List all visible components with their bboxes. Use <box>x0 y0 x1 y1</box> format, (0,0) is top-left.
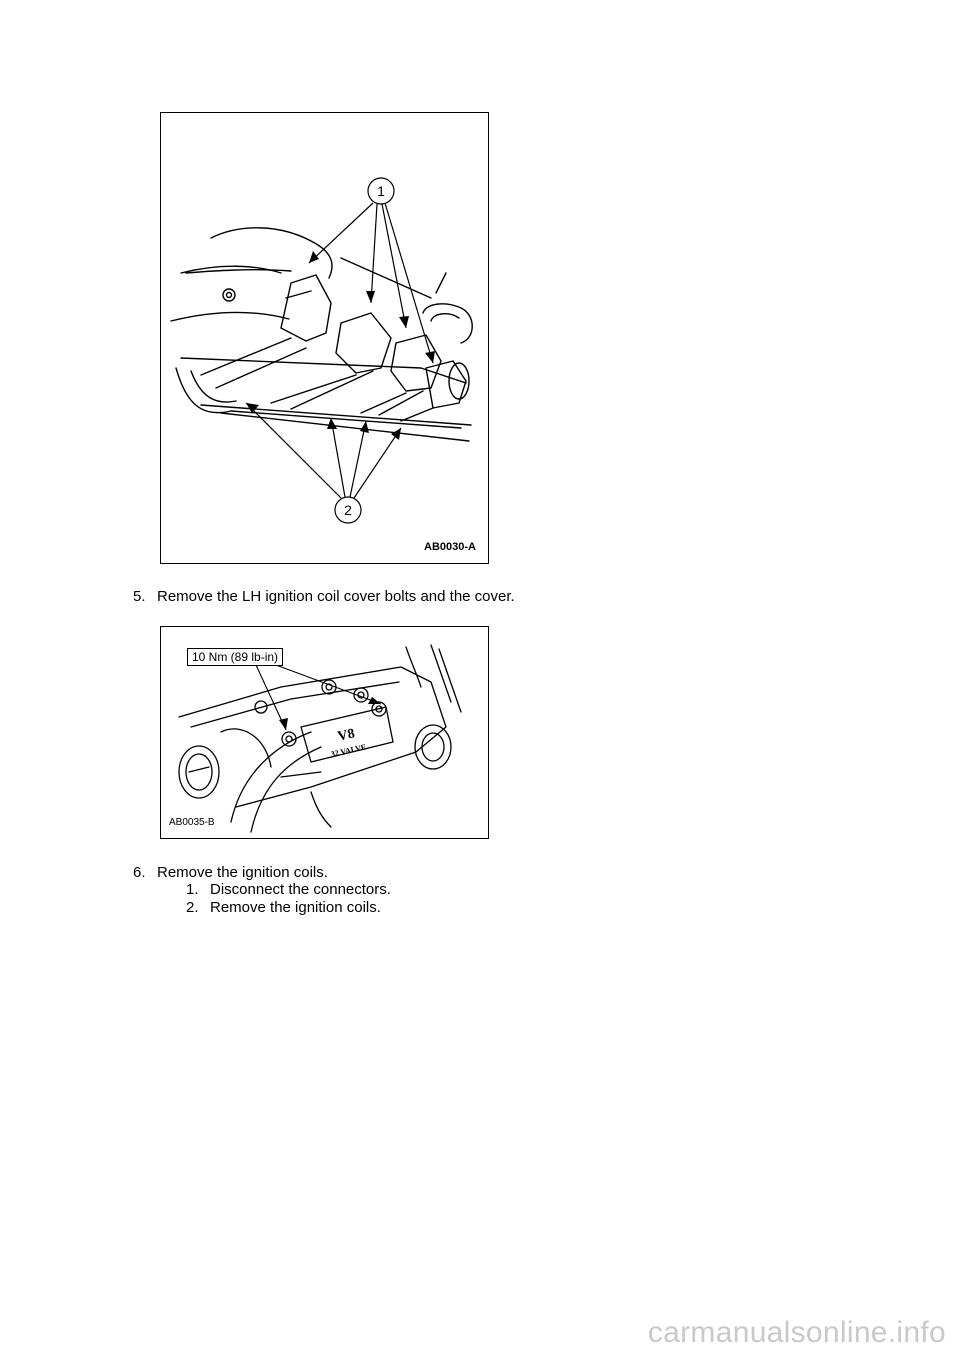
engine-valve-text: 32 VALVE <box>329 742 368 759</box>
figure-coil-cover <box>160 626 489 839</box>
callout-1 <box>368 178 394 204</box>
step-number: 5. <box>133 588 146 605</box>
svg-text:2: 2 <box>344 502 352 518</box>
substep-text: Disconnect the connectors. <box>210 881 391 898</box>
step-text: Remove the LH ignition coil cover bolts and the cover. <box>157 588 515 605</box>
figure-ignition-coils <box>160 112 489 564</box>
figure-id-label: AB0035-B <box>169 817 215 828</box>
engine-badge-text: V8 <box>336 726 357 745</box>
substep-1 <box>186 881 391 899</box>
step-6 <box>133 864 328 882</box>
figure-id-label: AB0030-A <box>424 541 476 553</box>
step-text: Remove the ignition coils. <box>157 864 328 881</box>
substep-number: 1. <box>186 881 199 898</box>
substep-text: Remove the ignition coils. <box>210 899 381 916</box>
substep-2 <box>186 899 381 917</box>
watermark: carmanualsonline.info <box>647 1316 946 1349</box>
torque-label: 10 Nm (89 lb-in) <box>187 648 283 666</box>
ignition-coil-illustration <box>161 113 488 563</box>
step-5 <box>133 588 515 606</box>
step-number: 6. <box>133 864 146 881</box>
substep-number: 2. <box>186 899 199 916</box>
callout-2 <box>335 497 361 523</box>
svg-text:1: 1 <box>377 183 385 199</box>
